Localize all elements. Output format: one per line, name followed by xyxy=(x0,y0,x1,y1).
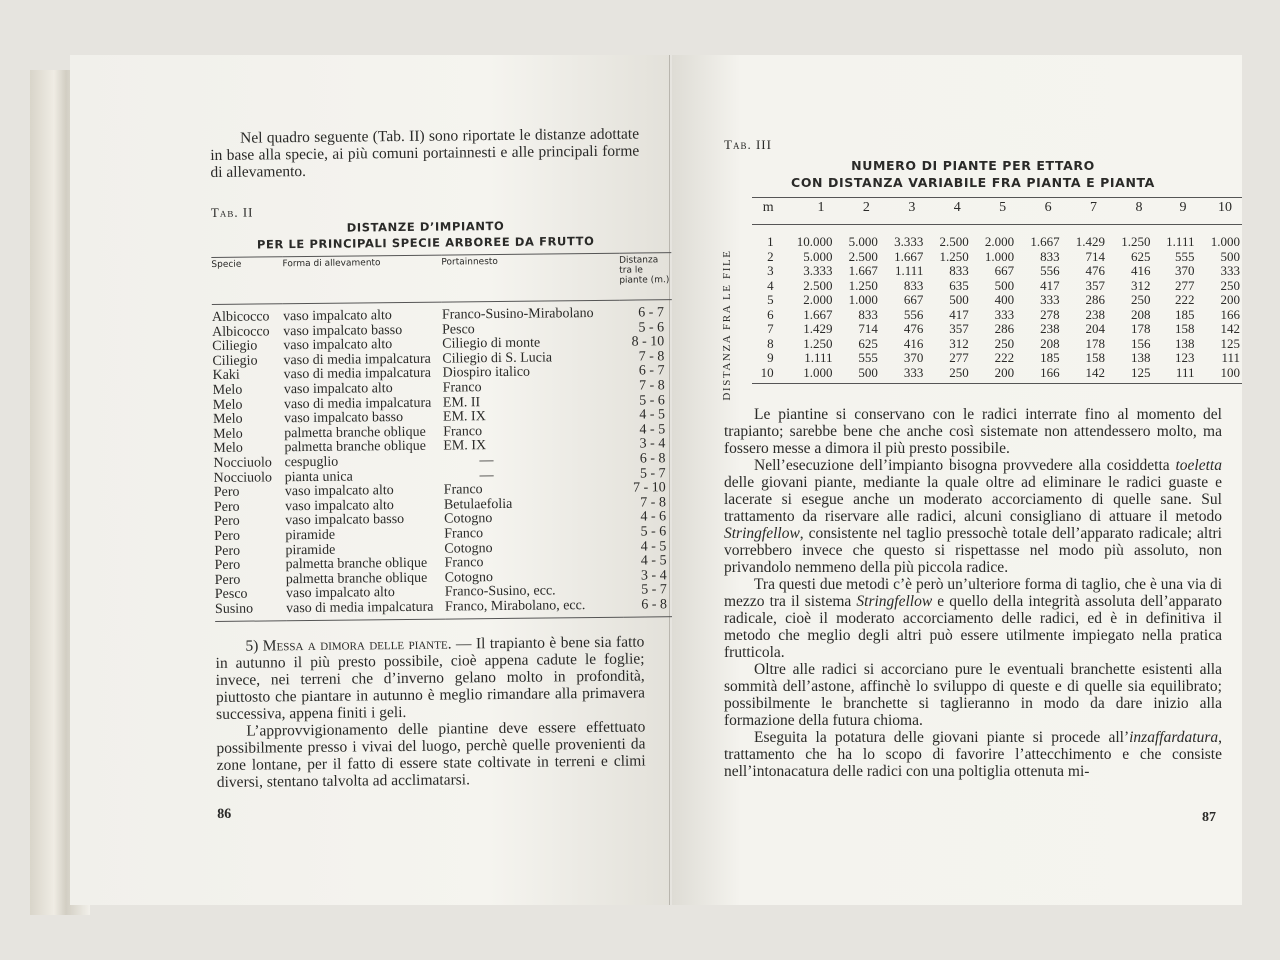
cell-portainnesto: Ciliegio di monte xyxy=(442,335,541,352)
col-header: 4 xyxy=(925,198,970,225)
table-row xyxy=(752,337,1242,352)
table-cell: 1.667 xyxy=(894,248,924,264)
cell-distanza: 6 - 7 xyxy=(638,305,665,321)
table-cell: 286 xyxy=(1085,292,1106,307)
cell-specie: Pero xyxy=(214,543,241,559)
table-cell: 200 xyxy=(971,366,1016,384)
p3-part-b: e quello della integrità assoluta dell’apparato radicale, cioè il moderato accorciamento delle radici, ed è in definitiva il metodo che meglio degli altri può essere utilmente impiegato nella pratica frutticola. xyxy=(724,593,1222,661)
cell-forma: palmetta branche oblique xyxy=(285,555,428,573)
table-title-right-line-2: CON DISTANZA VARIABILE FRA PIANTA E PIANTA xyxy=(791,175,1155,190)
row-axis-label xyxy=(718,249,736,401)
col-header-forma: Forma di allevamento xyxy=(282,255,441,304)
table-cell: 500 xyxy=(1220,248,1240,264)
table-cell: 1.429 xyxy=(803,321,833,336)
table-cell: 178 xyxy=(1130,321,1151,336)
table-cell: 312 xyxy=(949,335,969,351)
table-cell: 667 xyxy=(994,263,1015,278)
cell-forma: vaso impalcato alto xyxy=(285,585,395,602)
p2-italic-toeletta: toeletta xyxy=(1175,457,1222,474)
col-header-m: m xyxy=(752,198,780,225)
cell-distanza: 6 - 8 xyxy=(623,598,675,618)
table-cell: 1.250 xyxy=(1121,234,1151,249)
table-cell: 833 xyxy=(1040,248,1060,264)
table-cell: 833 xyxy=(949,263,969,278)
table-row xyxy=(752,279,1242,294)
table-cell: 625 xyxy=(1130,248,1151,264)
table-row xyxy=(752,264,1242,279)
paragraph-2 xyxy=(724,457,1222,576)
right-body-text xyxy=(724,406,1222,780)
row-header: 4 xyxy=(767,277,774,293)
cell-portainnesto: Franco xyxy=(443,423,483,440)
table-cell: 312 xyxy=(1130,277,1151,293)
table-row xyxy=(752,293,1242,308)
open-book xyxy=(30,55,1245,917)
cell-portainnesto: — xyxy=(479,452,494,469)
table-cell: 333 xyxy=(880,366,925,384)
p2-part-c: , consistente nel taglio pressochè totale dell’apparato radicale; altri vorrebbero invece che questo si rispettasse nel modo più assoluto, non privandolo nemmeno della più piccola radice. xyxy=(724,525,1222,576)
table-cell: 357 xyxy=(1085,277,1106,293)
table-cell: 166 xyxy=(1016,366,1061,384)
row-header: 6 xyxy=(767,306,774,322)
col-header: 9 xyxy=(1152,198,1196,225)
cell-portainnesto: Franco-Susino, ecc. xyxy=(444,583,556,600)
cell-portainnesto: Diospiro italico xyxy=(442,365,531,381)
cell-specie: Albicocco xyxy=(212,323,270,340)
row-header: 1 xyxy=(767,234,774,249)
paragraph-5 xyxy=(724,729,1222,780)
table-cell: 1.250 xyxy=(803,335,833,351)
cell-forma: vaso impalcato basso xyxy=(285,512,405,529)
cell-distanza: 7 - 8 xyxy=(638,378,665,394)
table-row xyxy=(752,225,1242,250)
page-number-left: 86 xyxy=(217,807,232,823)
cell-forma: vaso impalcato basso xyxy=(284,410,404,427)
cell-distanza: 8 - 10 xyxy=(631,334,665,350)
col-header: 2 xyxy=(834,198,879,225)
cell-portainnesto: Franco, Mirabolano, ecc. xyxy=(445,599,623,620)
cell-portainnesto: Franco xyxy=(442,380,482,396)
table-cell: 1.111 xyxy=(804,350,833,365)
cell-portainnesto: Betulaefolia xyxy=(443,496,513,513)
cell-forma: vaso di media impalcatura xyxy=(283,351,431,369)
table-cell: 333 xyxy=(994,306,1015,322)
cell-distanza: 4 - 5 xyxy=(640,538,667,555)
left-page xyxy=(70,55,670,905)
cell-portainnesto: Pesco xyxy=(442,321,475,338)
cell-portainnesto: EM. II xyxy=(442,394,481,411)
cell-specie: Pero xyxy=(214,572,241,588)
cell-specie: Nocciuolo xyxy=(213,455,272,471)
row-header: 5 xyxy=(767,292,774,307)
cell-specie: Melo xyxy=(213,441,243,457)
table-cell: 833 xyxy=(903,277,924,293)
cell-distanza: 5 - 6 xyxy=(640,524,667,540)
cell-forma: palmetta branche oblique xyxy=(284,424,426,441)
p3-italic-stringfellow: Stringfellow xyxy=(856,593,933,610)
cell-forma: palmetta branche oblique xyxy=(284,439,426,456)
table-cell: 417 xyxy=(949,306,969,322)
section-heading: 5) Messa a dimora delle piante. xyxy=(245,635,452,656)
table-cell: 238 xyxy=(1085,306,1106,322)
table-cell: 1.429 xyxy=(1075,234,1106,249)
table-cell: 1.667 xyxy=(1030,234,1060,249)
cell-forma: cespuglio xyxy=(284,454,339,471)
table-cell: 556 xyxy=(1040,263,1060,278)
table-cell: 556 xyxy=(903,306,924,322)
cell-specie: Pero xyxy=(214,528,241,544)
table-cell: 500 xyxy=(834,366,879,384)
p2-part-a: Nell’esecuzione dell’impianto bisogna provvedere alla cosiddetta xyxy=(754,457,1176,474)
cell-distanza: 7 - 8 xyxy=(640,494,667,511)
cell-forma: piramide xyxy=(285,527,336,544)
table-cell: 2.500 xyxy=(803,277,833,293)
table-cell: 555 xyxy=(1174,248,1195,264)
table-cell: 158 xyxy=(1085,350,1106,365)
cell-specie: Albicocco xyxy=(211,309,270,325)
table-cell: 185 xyxy=(1174,306,1195,322)
cell-forma: vaso impalcato alto xyxy=(284,497,394,514)
table-row xyxy=(752,366,1242,384)
table-title-line-2: PER LE PRINCIPALI SPECIE ARBOREE DA FRUTTO xyxy=(256,233,595,252)
cell-portainnesto: EM. IX xyxy=(443,438,487,454)
col-header: 5 xyxy=(971,198,1016,225)
col-header-distanza: Distanza tra le piante (m.) xyxy=(619,253,672,301)
cell-specie: Ciliegio xyxy=(212,353,258,369)
table-row xyxy=(215,598,675,622)
col-header-portainnesto: Portainnesto xyxy=(441,253,619,302)
table-cell: 286 xyxy=(994,321,1015,336)
row-header: 3 xyxy=(767,263,774,278)
cell-portainnesto: Franco xyxy=(443,482,483,498)
cell-forma: vaso impalcato alto xyxy=(283,337,393,354)
col-header-specie: Specie xyxy=(211,257,283,305)
table-cell: 156 xyxy=(1130,335,1151,351)
cell-distanza: 4 - 5 xyxy=(639,422,666,438)
cell-forma: palmetta branche oblique xyxy=(285,570,428,587)
table-cell: 111 xyxy=(1152,366,1196,384)
table-cell: 142 xyxy=(1062,366,1107,384)
table-cell: 138 xyxy=(1174,335,1195,351)
table-cell: 416 xyxy=(1130,263,1151,278)
table-cell: 500 xyxy=(994,277,1015,293)
right-page xyxy=(672,55,1242,905)
table-cell: 357 xyxy=(949,321,969,336)
paragraph-4: Oltre alle radici si accorciano pure le eventuali branchette esistenti alla sommità dell’astone, affinchè lo sviluppo di queste e di quelle sia equilibrato; possibilmente le branchette si taglieranno in modo da dare inizio alla formazione della futura chioma. xyxy=(724,661,1222,729)
table-cell: 200 xyxy=(1220,292,1240,307)
table-cell: 10.000 xyxy=(796,234,833,249)
cell-specie: Melo xyxy=(212,397,243,413)
cell-forma: vaso impalcato basso xyxy=(283,322,403,339)
cell-distanza: 6 - 8 xyxy=(639,451,666,467)
table-cell: 333 xyxy=(1220,263,1240,278)
table-cell: 635 xyxy=(949,277,969,293)
p2-italic-stringfellow: Stringfellow xyxy=(724,525,800,542)
table-row xyxy=(752,351,1242,366)
table-cell: 2.000 xyxy=(984,234,1015,249)
table-cell: 476 xyxy=(1085,263,1106,278)
cell-forma: vaso di media impalcatura xyxy=(283,366,432,383)
cell-portainnesto: Cotogno xyxy=(444,540,493,557)
table-cell: 333 xyxy=(1040,292,1060,307)
cell-distanza: 3 - 4 xyxy=(640,567,667,584)
cell-specie: Pero xyxy=(213,484,240,501)
table-cell: 555 xyxy=(858,350,878,365)
table-cell: 222 xyxy=(994,350,1015,365)
paragraph-3 xyxy=(724,576,1222,661)
cell-portainnesto: EM. IX xyxy=(442,409,486,425)
plants-per-hectare-table xyxy=(752,197,1242,384)
table-row xyxy=(752,322,1242,337)
table-cell: 138 xyxy=(1130,350,1151,365)
cell-distanza: 5 - 7 xyxy=(641,582,667,598)
plants-per-hectare-table-wrap xyxy=(721,197,1240,401)
table-cell: 500 xyxy=(949,292,969,307)
planting-distance-table xyxy=(211,252,675,622)
col-header: 6 xyxy=(1016,198,1061,225)
cell-distanza: 5 - 6 xyxy=(638,319,665,336)
table-cell: 277 xyxy=(949,350,969,365)
table-cell: 625 xyxy=(858,335,878,351)
table-cell: 3.333 xyxy=(894,234,924,249)
cell-specie: Pero xyxy=(214,557,241,574)
table-cell: 400 xyxy=(994,292,1015,307)
col-header: 8 xyxy=(1107,198,1152,225)
row-header: 8 xyxy=(767,335,774,351)
table-cell: 178 xyxy=(1085,335,1106,351)
table-cell: 1.111 xyxy=(895,263,924,278)
table-cell: 2.000 xyxy=(803,292,833,307)
table-row xyxy=(752,308,1242,323)
row-axis-label-text: DISTANZA FRA LE FILE xyxy=(721,249,733,401)
table-cell: 370 xyxy=(903,350,924,365)
col-header: 3 xyxy=(880,198,925,225)
cell-specie: Pero xyxy=(214,514,240,530)
cell-portainnesto: Cotogno xyxy=(443,511,493,527)
table-cell: 5.000 xyxy=(803,248,833,264)
table-cell: 714 xyxy=(1085,248,1106,264)
table-cell: 714 xyxy=(858,321,878,336)
cell-forma: vaso di media impalcatura xyxy=(286,600,445,621)
cell-forma: vaso impalcato alto xyxy=(283,381,393,398)
table-cell: 1.000 xyxy=(1210,234,1240,249)
table-cell: 416 xyxy=(903,335,924,351)
table-cell: 1.250 xyxy=(939,248,969,264)
cell-specie: Ciliegio xyxy=(212,338,258,355)
cell-portainnesto: — xyxy=(479,467,494,483)
table-title-right xyxy=(724,157,1222,191)
cell-distanza: 4 - 5 xyxy=(640,553,667,569)
table-cell: 123 xyxy=(1174,350,1195,365)
table-cell: 1.111 xyxy=(1166,234,1195,249)
table-cell: 1.667 xyxy=(803,306,833,322)
table-cell: 1.000 xyxy=(984,248,1015,264)
cell-specie: Nocciuolo xyxy=(213,469,273,486)
cell-portainnesto: Cotogno xyxy=(444,569,493,586)
cell-distanza: 4 - 6 xyxy=(640,509,667,525)
table-cell: 370 xyxy=(1174,263,1195,278)
table-cell: 476 xyxy=(903,321,924,336)
p5-part-a: Eseguita la potatura delle giovani piante si procede all’ xyxy=(754,729,1130,746)
table-cell: 166 xyxy=(1220,306,1240,322)
row-header: 7 xyxy=(767,321,774,336)
cell-forma: vaso di media impalcatura xyxy=(283,395,432,412)
intro-paragraph: Nel quadro seguente (Tab. II) sono riportate le distanze adottate in base alla specie, ai più comuni portainnesti e alle principali forme di allevamento. xyxy=(210,125,640,181)
table-cell: 238 xyxy=(1040,321,1060,336)
table-cell: 125 xyxy=(1220,335,1240,351)
table-label: Tab. II xyxy=(210,204,254,220)
table-title xyxy=(211,217,640,253)
table-cell: 278 xyxy=(1040,306,1060,322)
table-cell: 142 xyxy=(1220,321,1240,336)
table-cell: 158 xyxy=(1174,321,1195,336)
cell-distanza: 5 - 6 xyxy=(639,392,665,409)
cell-specie: Pesco xyxy=(214,586,248,603)
table-cell: 250 xyxy=(925,366,970,384)
cell-portainnesto: Franco-Susino-Mirabolano xyxy=(441,305,594,323)
p5-italic-inzaffardatura: inzaffardatura xyxy=(1129,729,1219,746)
table-cell: 208 xyxy=(1040,335,1060,351)
table-cell: 125 xyxy=(1107,366,1152,384)
table-cell: 185 xyxy=(1040,350,1060,365)
table-cell: 222 xyxy=(1174,292,1195,307)
section-paragraph xyxy=(215,634,645,723)
cell-forma: vaso impalcato alto xyxy=(284,483,394,500)
table-cell: 2.500 xyxy=(939,234,969,249)
cell-distanza: 3 - 4 xyxy=(639,436,666,452)
table-title-right-line-1: NUMERO DI PIANTE PER ETTARO xyxy=(851,158,1095,173)
table-cell: 1.250 xyxy=(848,277,878,293)
cell-specie: Susino xyxy=(215,602,286,622)
cell-forma: vaso impalcato alto xyxy=(282,308,392,325)
paragraph-1: Le piantine si conservano con le radici interrate fino al momento del trapianto; sarebbe bene che anche così sistemate non attendessero molto, ma fossero messe a dimora il più presto possibile. xyxy=(724,406,1222,457)
table-cell: 1.000 xyxy=(780,366,835,384)
table-cell: 100 xyxy=(1196,366,1242,384)
table-cell: 250 xyxy=(994,335,1015,351)
table-cell: 1.000 xyxy=(848,292,878,307)
p5-part-b: , trattamento che ha lo scopo di favorire l’attecchimento e che consiste nell’intonacatura delle radici con una poltiglia ottenuta mi- xyxy=(724,729,1222,780)
col-header: 10 xyxy=(1196,198,1242,225)
cell-forma: piramide xyxy=(285,542,336,558)
table-label-right: Tab. III xyxy=(724,137,772,152)
table-cell: 417 xyxy=(1040,277,1060,293)
row-header: 2 xyxy=(767,248,774,264)
table-cell: 250 xyxy=(1220,277,1240,293)
col-header: 7 xyxy=(1062,198,1107,225)
supply-paragraph: L’approvvigionamento delle piantine deve essere effettuato possibilmente presso i vivai del luogo, perchè quelle provenienti da zone lontane, per il fatto di essere state coltivate in terreni e climi diversi, stentano talvolta ad acclimatarsi. xyxy=(216,718,646,792)
table-cell: 277 xyxy=(1174,277,1195,293)
table-cell: 250 xyxy=(1130,292,1151,307)
page-number-right: 87 xyxy=(1202,810,1216,825)
table-cell: 1.667 xyxy=(848,263,878,278)
cell-distanza: 4 - 5 xyxy=(639,407,666,423)
cell-specie: Melo xyxy=(212,411,243,428)
section-text: — Il trapianto è bene sia fatto in autunno il più presto possibile, cioè appena cadute le foglie; invece, nei terreni che d’inverno gelano molto in profondità, piuttosto che piantare in autunno è meglio rimandare alla primavera successiva, appena finiti i geli. xyxy=(215,633,646,724)
table-cell: 3.333 xyxy=(803,263,833,278)
cell-distanza: 7 - 10 xyxy=(633,480,666,496)
table-cell: 208 xyxy=(1130,306,1151,322)
cell-forma: pianta unica xyxy=(284,469,353,485)
cell-specie: Melo xyxy=(213,426,243,442)
table-cell: 111 xyxy=(1221,350,1240,365)
cell-specie: Melo xyxy=(212,382,243,398)
col-header: 1 xyxy=(780,198,835,225)
cell-specie: Kaki xyxy=(212,368,240,384)
table-cell: 204 xyxy=(1085,321,1106,336)
cell-portainnesto: Franco xyxy=(444,555,484,571)
cell-specie: Pero xyxy=(213,499,240,515)
p3-part-a: Tra questi due metodi c’è però un’ulteriore forma di taglio, che è una via di mezzo tra il sistema xyxy=(724,576,1222,610)
table-row xyxy=(752,250,1242,265)
cell-portainnesto: Ciliegio di S. Lucia xyxy=(442,350,553,367)
table-title-line-1: DISTANZE D’IMPIANTO xyxy=(346,218,505,235)
p2-part-b: delle giovani piante, mediante la quale oltre ad eliminare le radici guaste e lacerate si esegue anche un moderato accorciamento di quelle sane. Sul trattamento da riservare alle radici, alcuni consigliano di attuare il metodo xyxy=(724,474,1222,525)
row-header: 10 xyxy=(752,366,780,384)
table-cell: 833 xyxy=(858,306,878,322)
cell-portainnesto: Franco xyxy=(444,526,484,542)
cell-distanza: 6 - 7 xyxy=(638,363,665,379)
cell-distanza: 5 - 7 xyxy=(639,465,666,482)
table-cell: 667 xyxy=(903,292,924,307)
cell-distanza: 7 - 8 xyxy=(638,349,665,365)
row-header: 9 xyxy=(767,350,774,365)
table-cell: 2.500 xyxy=(848,248,878,264)
table-cell: 5.000 xyxy=(848,234,878,249)
